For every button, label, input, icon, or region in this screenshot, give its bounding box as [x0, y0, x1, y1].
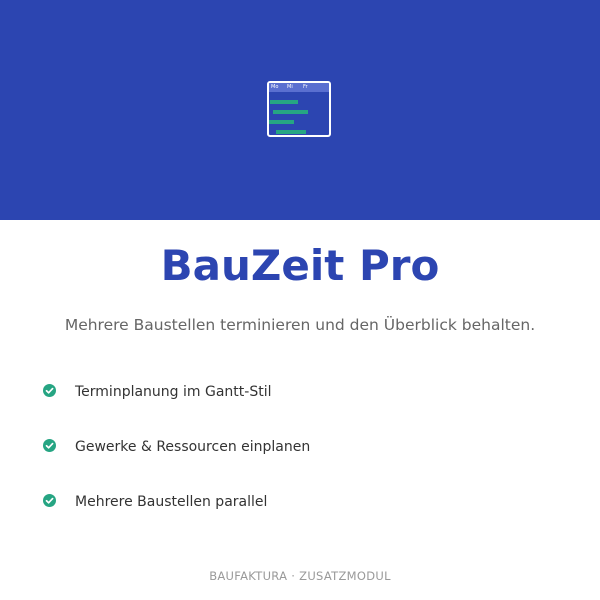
gantt-day-label: Mi — [287, 84, 293, 90]
feature-label: Gewerke & Ressourcen einplanen — [75, 439, 311, 455]
feature-label: Terminplanung im Gantt-Stil — [75, 384, 272, 400]
gantt-chart-icon — [267, 81, 331, 137]
feature-item — [43, 439, 543, 461]
gantt-bar — [276, 130, 306, 134]
gantt-bar — [270, 100, 298, 104]
product-subtitle: Mehrere Baustellen terminieren und den Überblick behalten. — [64, 316, 536, 334]
gantt-icon-header — [269, 83, 329, 92]
gantt-day-label: Fr — [303, 84, 308, 90]
gantt-day-label: Mo — [271, 84, 279, 90]
footer-caption: BAUFAKTURA · ZUSATZMODUL — [209, 569, 391, 583]
product-title: BauZeit Pro — [160, 241, 440, 290]
gantt-bar — [269, 120, 294, 124]
check-circle-icon — [43, 384, 56, 397]
hero-banner — [0, 0, 600, 220]
check-circle-icon — [43, 439, 56, 452]
feature-item — [43, 494, 543, 516]
feature-item — [43, 384, 543, 406]
feature-label: Mehrere Baustellen parallel — [75, 494, 268, 510]
gantt-bar — [273, 110, 308, 114]
check-circle-icon — [43, 494, 56, 507]
